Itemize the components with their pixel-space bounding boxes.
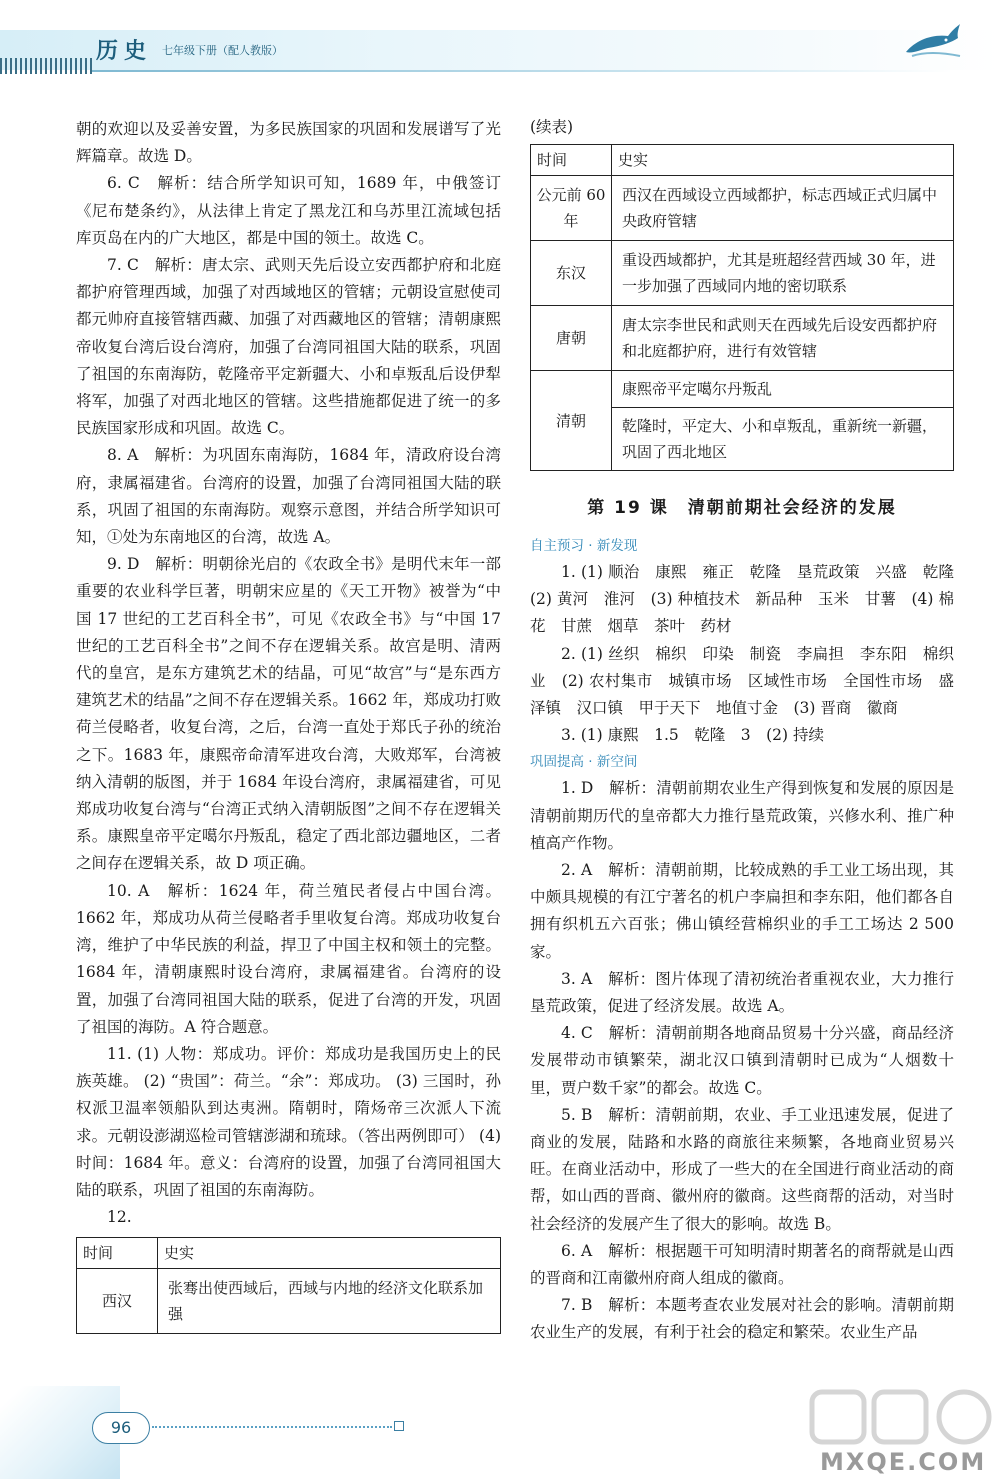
answer-9: 9. D 解析：明朝徐光启的《农政全书》是明代末年一部重要的农业科学巨著，明朝宋应星的《天工开物》被誉为“中国 17 世纪的工艺百科全书”，可见《农政全书》与“中国 17 世纪的工艺百科全书”之间不存在逻辑关系。故宫是明、清两代的皇宫，是东方建筑艺术的结晶，可见“故宫”与“是东西方建筑艺术的结晶”之间不存在逻辑关系。1662 年，郑成功打败荷兰侵略者，收复台湾，之后，台湾一直处于郑氏子孙的统治之下。1683 年，康熙帝命清军进攻台湾，大败郑军，台湾被纳入清朝的版图，并于 1684 年设台湾府，隶属福建省，可见郑成功收复台湾与“台湾正式纳入清朝版图”之间不存在逻辑关系。康熙皇帝平定噶尔丹叛乱，稳定了西北部边疆地区，二者之间存在逻辑关系，故 D 项正确。 xyxy=(76,555,501,873)
subject-title: 历史 xyxy=(96,39,153,64)
preview-answer-2: 2. (1) 丝织 棉织 印染 制瓷 李扁担 李东阳 棉织业 (2) 农村集市 城镇市场 区域性市场 全国性市场 盛泽镇 汉口镇 甲于天下 地值寸金 (3) 晋商 徽商 xyxy=(530,644,954,718)
table-cell-fact: 唐太宗李世民和武则天在西域先后设安西都护府和北庭都护府，进行有效管辖 xyxy=(612,306,954,371)
footer-dotted-line xyxy=(152,1426,392,1428)
answer-8: 8. A 解析：为巩固东南海防，1684 年，清政府设台湾府，隶属福建省。台湾府的设置，加强了台湾同祖国大陆的联系，巩固了祖国的东南海防。观察示意图，并结合所学知识可知，①处为东南地区的台湾，故选 A。 xyxy=(76,446,501,547)
table-header-time: 时间 xyxy=(77,1238,158,1269)
table-row xyxy=(531,371,954,408)
table-cell-fact: 重设西域都护，尤其是班超经营西域 30 年，进一步加强了西域同内地的密切联系 xyxy=(612,241,954,306)
page-header xyxy=(0,0,1000,84)
section-consolidate-heading: 巩固提高 · 新空间 xyxy=(530,754,638,771)
answer-3: 3. A 解析：图片体现了清初统治者重视农业，大力推行垦荒政策，促进了经济发展。故选 A。 xyxy=(530,969,954,1016)
answer-1: 1. D 解析：清朝前期农业生产得到恢复和发展的原因是清朝前期历代的皇帝都大力推行垦荒政策，兴修水利、推广种植高产作物。 xyxy=(530,779,954,852)
table-cell-time: 清朝 xyxy=(531,371,612,471)
answer-5: 5. B 解析：清朝前期，农业、手工业迅速发展，促进了商业的发展，陆路和水路的商旅往来频繁，各地商业贸易兴旺。在商业活动中，形成了一些大的在全国进行商业活动的商帮，如山西的晋商、徽州府的徽商。这些商帮的活动，对当时社会经济的发展产生了很大的影响。故选 B。 xyxy=(530,1105,954,1233)
table-cell-time: 西汉 xyxy=(77,1269,158,1334)
table-cell-fact: 张骞出使西域后，西域与内地的经济文化联系加强 xyxy=(158,1269,501,1334)
header-stripes xyxy=(0,58,92,74)
table-cell-time: 唐朝 xyxy=(531,306,612,371)
header-rule xyxy=(92,70,952,72)
grade-label: 七年级下册（配人教版） xyxy=(162,44,283,57)
left-column xyxy=(76,116,501,1336)
answer-11: 11. (1) 人物：郑成功。评价：郑成功是我国历史上的民族英雄。 (2) “贵国”：荷兰。“余”：郑成功。 (3) 三国时，孙权派卫温率领船队到达夷洲。隋朝时，隋炀帝三次派人下流求。元朝设澎湖巡检司管辖澎湖和琉球。（答出两例即可） (4) 时间：1684 年。意义：台湾府的设置，加强了台湾同祖国大陆的联系，巩固了祖国的东南海防。 xyxy=(76,1044,501,1199)
dolphin-logo-icon xyxy=(902,18,964,64)
table-row xyxy=(77,1269,501,1334)
preview-answer-1: 1. (1) 顺治 康熙 雍正 乾隆 垦荒政策 兴盛 乾隆 (2) 黄河 淮河 (3) 种植技术 新品种 玉米 甘薯 (4) 棉花 甘蔗 烟草 茶叶 药材 xyxy=(530,563,970,636)
answer-paragraph: 朝的欢迎以及妥善安置，为多民族国家的巩固和发展谱写了光辉篇章。故选 D。 xyxy=(76,120,501,166)
table-cell-time: 东汉 xyxy=(531,241,612,306)
history-table-part2 xyxy=(530,144,954,471)
table-header-time: 时间 xyxy=(531,145,612,176)
table-row xyxy=(531,241,954,306)
table-cell-fact: 康熙帝平定噶尔丹叛乱 xyxy=(612,371,954,408)
table-cell-fact: 西汉在西域设立西域都护，标志西域正式归属中央政府管辖 xyxy=(612,176,954,241)
page-number: 96 xyxy=(92,1412,150,1444)
answer-10: 10. A 解析：1624 年，荷兰殖民者侵占中国台湾。1662 年，郑成功从荷兰侵略者手里收复台湾。郑成功收复台湾，维护了中华民族的利益，捍卫了中国主权和领土的完整。1684 年，清朝康熙时设台湾府，隶属福建省。台湾府的设置，加强了台湾同祖国大陆的联系，促进了台湾的开发，巩固了祖国的海防。A 符合题意。 xyxy=(76,881,501,1036)
answer-6: 6. A 解析：根据题干可知明清时期著名的商帮就是山西的晋商和江南徽州府商人组成的徽商。 xyxy=(530,1241,954,1288)
continued-label: (续表) xyxy=(530,118,574,136)
answer-7: 7. B 解析：本题考查农业发展对社会的影响。清朝前期农业生产的发展，有利于社会的稳定和繁荣。农业生产品 xyxy=(530,1296,954,1342)
watermark-text: MXQE.COM xyxy=(820,1448,987,1476)
right-column xyxy=(530,116,970,1347)
table-row xyxy=(531,306,954,371)
table-row xyxy=(531,176,954,241)
answer-6: 6. C 解析：结合所学知识可知，1689 年，中俄签订《尼布楚条约》，从法律上肯定了黑龙江和乌苏里江流域包括库页岛在内的广大地区，都是中国的领土。故选 C。 xyxy=(76,174,501,247)
answer-4: 4. C 解析：清朝前期各地商品贸易十分兴盛，商品经济发展带动市镇繁荣，湖北汉口镇到清朝时已成为“人烟数十里，贾户数千家”的都会。故选 C。 xyxy=(530,1024,954,1097)
answer-12: 12. xyxy=(107,1208,132,1227)
section-preview-heading: 自主预习 · 新发现 xyxy=(530,538,638,554)
footer-square-icon xyxy=(394,1421,404,1431)
table-header-fact: 史实 xyxy=(158,1238,501,1269)
history-table-part1 xyxy=(76,1237,501,1334)
answer-2: 2. A 解析：清朝前期，比较成熟的手工业工场出现，其中颇具规模的有江宁著名的机户李扁担和李东阳，他们都各自拥有织机五六百张；佛山镇经营棉织业的手工工场达 2 500 家。 xyxy=(530,861,954,961)
lesson-title: 第 19 课 清朝前期社会经济的发展 xyxy=(587,498,897,518)
table-header-fact: 史实 xyxy=(612,145,954,176)
table-cell-fact: 乾隆时，平定大、小和卓叛乱，重新统一新疆，巩固了西北地区 xyxy=(612,408,954,471)
preview-answer-3: 3. (1) 康熙 1.5 乾隆 3 (2) 持续 xyxy=(561,726,824,745)
answer-7: 7. C 解析：唐太宗、武则天先后设立安西都护府和北庭都护府管理西域，加强了对西域地区的管辖；元朝设宣慰使司都元帅府直接管辖西藏、加强了对西藏地区的管辖；清朝康熙帝收复台湾后设台湾府，加强了台湾同祖国大陆的联系，巩固了祖国的东南海防，乾隆帝平定新疆大、小和卓叛乱后设伊犁将军，加强了对西北地区的管辖。这些措施都促进了统一的多民族国家形成和巩固。故选 C。 xyxy=(76,256,501,438)
table-cell-time: 公元前 60 年 xyxy=(531,176,612,241)
